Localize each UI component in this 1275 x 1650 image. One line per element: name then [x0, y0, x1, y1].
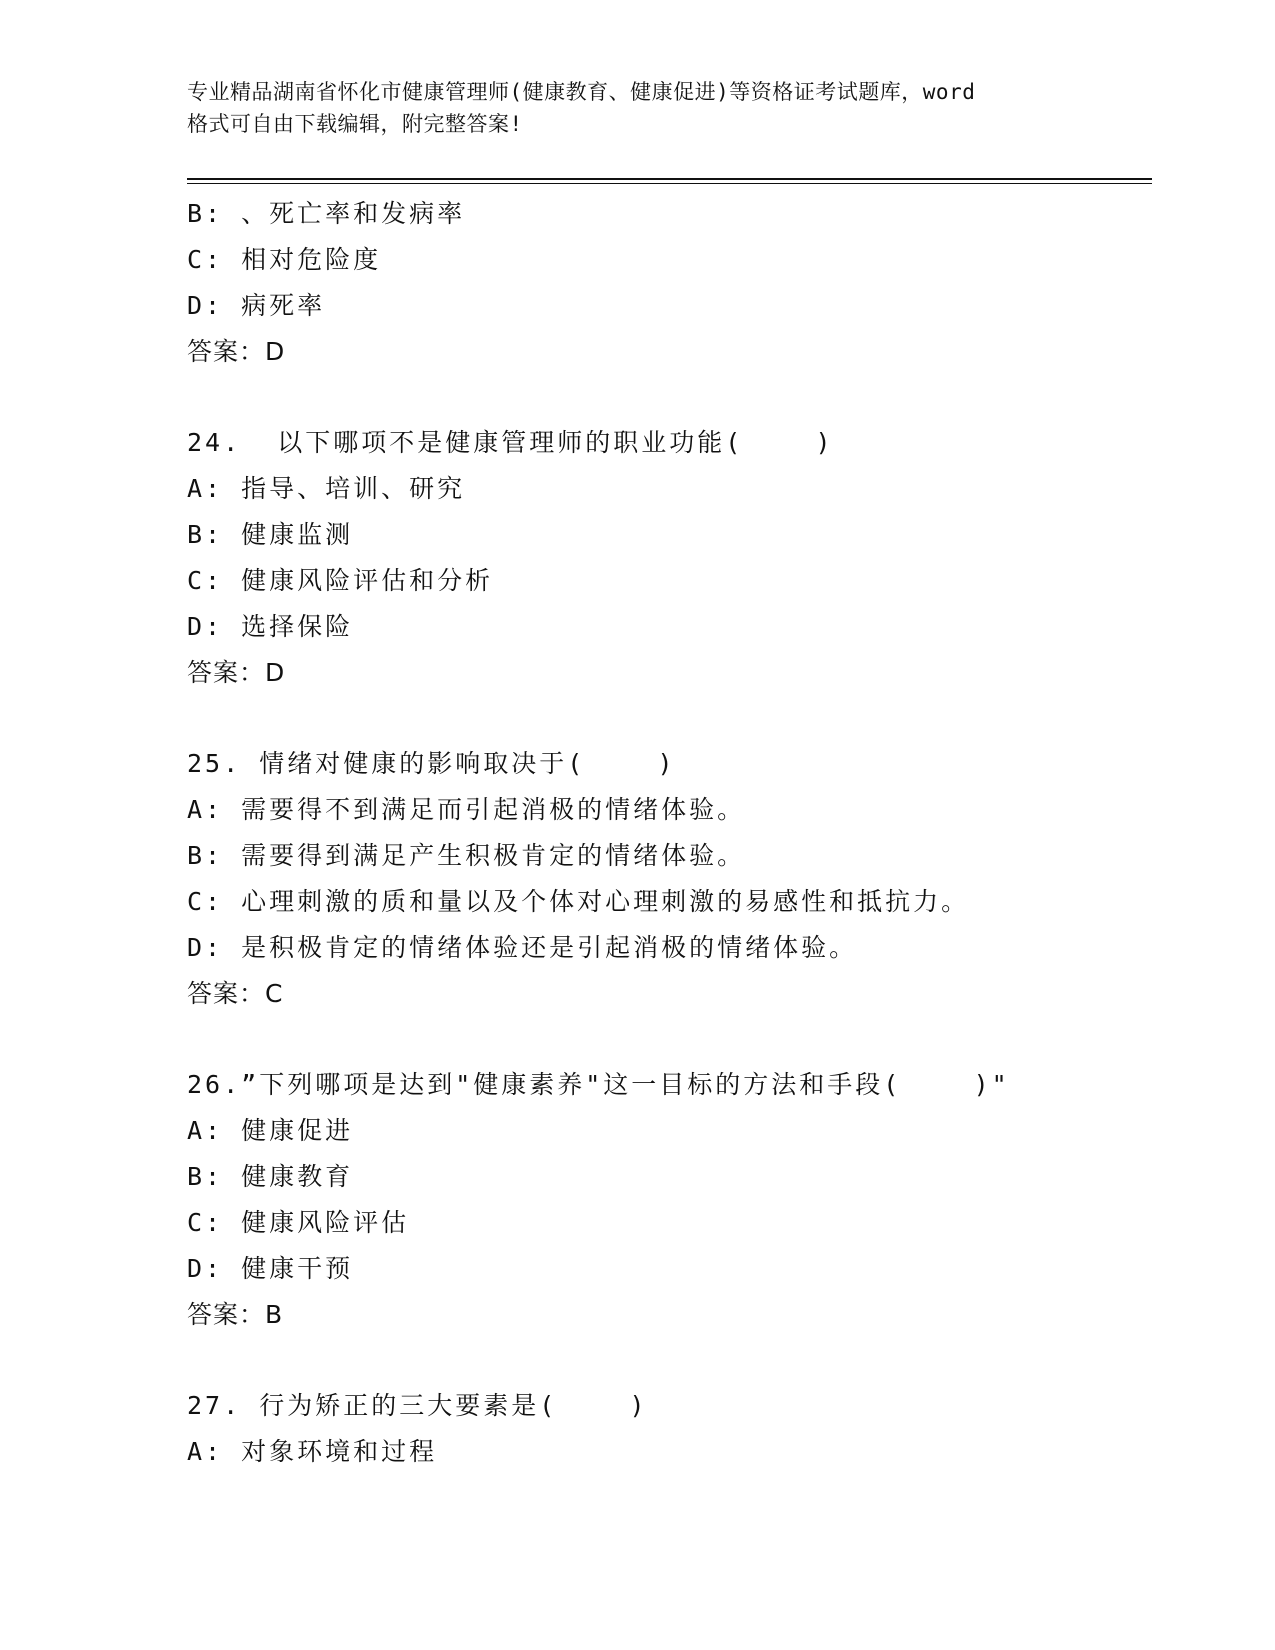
spacer	[187, 1338, 1152, 1383]
option-b: B: 需要得到满足产生积极肯定的情绪体验。	[187, 841, 746, 870]
question-block-27	[187, 1383, 1152, 1475]
option-d: D: 选择保险	[187, 612, 354, 641]
question-block-23	[187, 191, 1152, 375]
option-d: D: 健康干预	[187, 1254, 354, 1283]
question-text: 26.”下列哪项是达到"健康素养"这一目标的方法和手段( )"	[187, 1070, 1010, 1099]
header-line-2: 格式可自由下载编辑，附完整答案!	[187, 112, 523, 136]
question-block-26	[187, 1062, 1152, 1338]
answer-line: 答案：D	[187, 658, 286, 687]
option-a: A: 需要得不到满足而引起消极的情绪体验。	[187, 795, 746, 824]
option-d: D: 病死率	[187, 291, 326, 320]
option-c: C: 相对危险度	[187, 245, 382, 274]
answer-line: 答案：B	[187, 1300, 284, 1329]
question-text: 27. 行为矫正的三大要素是( )	[187, 1391, 648, 1420]
option-b: B: 健康监测	[187, 520, 354, 549]
spacer	[187, 696, 1152, 741]
question-block-24	[187, 420, 1152, 696]
option-a: A: 指导、培训、研究	[187, 474, 466, 503]
option-d: D: 是积极肯定的情绪体验还是引起消极的情绪体验。	[187, 933, 858, 962]
option-b: B: 健康教育	[187, 1162, 354, 1191]
option-c: C: 健康风险评估	[187, 1208, 410, 1237]
option-a: A: 健康促进	[187, 1116, 354, 1145]
header-line-1: 专业精品湖南省怀化市健康管理师(健康教育、健康促进)等资格证考试题库，word	[187, 80, 976, 104]
answer-line: 答案：C	[187, 979, 284, 1008]
question-text: 25. 情绪对健康的影响取决于( )	[187, 749, 676, 778]
question-block-25	[187, 741, 1152, 1017]
option-c: C: 健康风险评估和分析	[187, 566, 494, 595]
option-a: A: 对象环境和过程	[187, 1437, 438, 1466]
question-text: 24. 以下哪项不是健康管理师的职业功能( )	[187, 428, 834, 457]
spacer	[187, 1017, 1152, 1062]
document-header	[187, 76, 1087, 140]
spacer	[187, 375, 1152, 420]
option-c: C: 心理刺激的质和量以及个体对心理刺激的易感性和抵抗力。	[187, 887, 970, 916]
header-divider-thin	[187, 183, 1152, 184]
question-list	[187, 191, 1152, 1475]
option-b: B: 、死亡率和发病率	[187, 199, 466, 228]
answer-line: 答案：D	[187, 337, 286, 366]
header-divider	[187, 178, 1152, 180]
